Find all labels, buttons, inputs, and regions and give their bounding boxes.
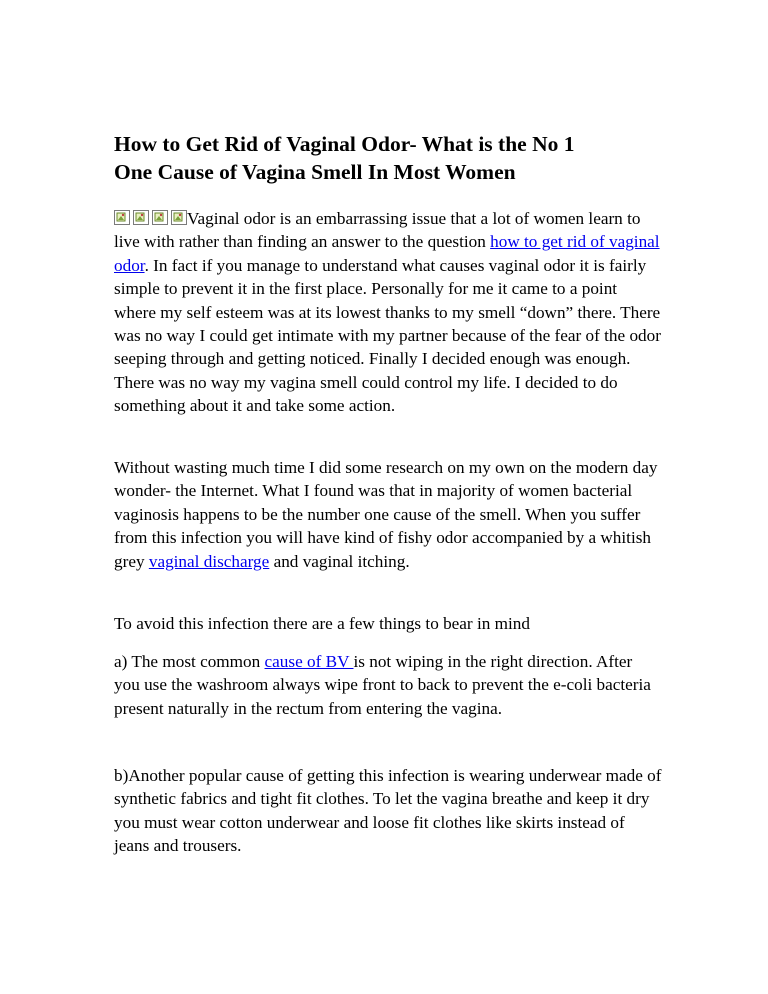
article-title (114, 130, 662, 186)
title-line-2: One Cause of Vagina Smell In Most Women (114, 160, 516, 184)
inline-image-group (114, 209, 187, 228)
link-vaginal-discharge[interactable]: vaginal discharge (148, 551, 270, 571)
broken-image-icon (152, 210, 168, 225)
paragraph-intro-text: Vaginal odor is an embarrassing issue that a lot of women learn to live with rather than finding an answer to the question (114, 209, 641, 252)
paragraph-avoid: To avoid this infection there are a few things to bear in mind (114, 614, 530, 633)
broken-image-icon (114, 210, 130, 225)
broken-image-icon (133, 210, 149, 225)
paragraph-tip-a-intro: a) The most common (114, 652, 265, 671)
paragraph-research-text: Without wasting much time I did some research on my own on the modern day wonder- the Internet. What I found was that in majority of women bacterial vaginosis happens to be the number one cause of the smell. When you suffer from this infection you will have kind of fishy odor accompanied by a whitish grey (114, 458, 658, 571)
paragraph-tip-a (114, 650, 662, 720)
title-line-1: How to Get Rid of Vaginal Odor- What is the No 1 (114, 132, 575, 156)
paragraph-research-rest: and vaginal itching. (269, 551, 410, 571)
paragraph-intro-rest: . In fact if you manage to understand what causes vaginal odor it is fairly simple to prevent it in the first place. Personally for me it came to a point where my self esteem was at its lowest thanks to my smell “down” there. There was no way I could get intimate with my partner because of the fear of the odor seeping through and getting noticed. Finally I decided enough was enough. There was no way my vagina smell could control my life. I decided to do something about it and take some action. (114, 255, 661, 416)
paragraph-tip-a-rest: is not wiping in the right direction. After you use the washroom always wipe front to back to prevent the e-coli bacteria present naturally in the rectum from entering the vagina. (114, 652, 651, 718)
paragraph-research (114, 456, 662, 573)
link-how-to-get-rid-of-vaginal-odor[interactable]: how to get rid of vaginal odor (114, 232, 660, 275)
link-cause-of-bv[interactable]: cause of BV (264, 652, 354, 671)
broken-image-icon (171, 210, 187, 225)
paragraph-intro (114, 207, 662, 418)
paragraph-tip-b: b)Another popular cause of getting this infection is wearing underwear made of synthetic fabrics and tight fit clothes. To let the vagina breathe and keep it dry you must wear cotton underwear and loose fit clothes like skirts instead of jeans and trousers. (114, 766, 662, 856)
